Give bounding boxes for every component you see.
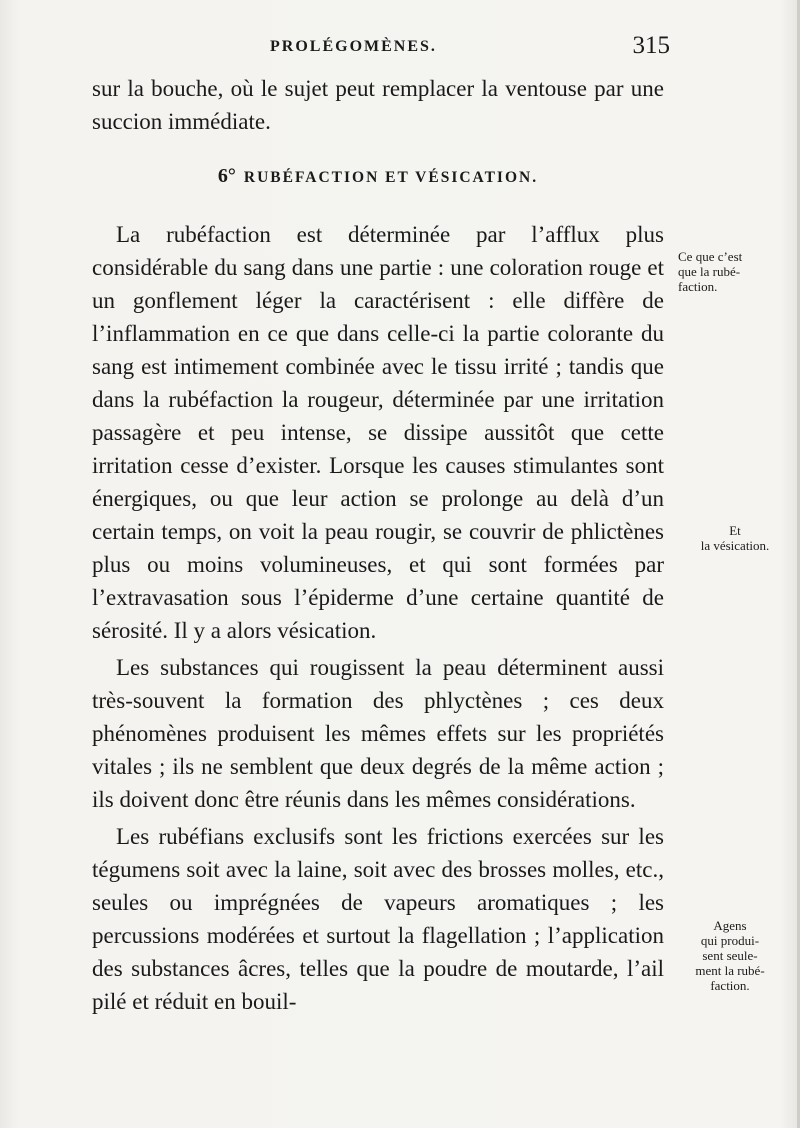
text-column	[92, 72, 664, 1018]
margin-note-line: faction.	[678, 279, 718, 294]
section-title: RUBÉFACTION ET VÉSICATION.	[243, 169, 539, 186]
paragraph-rubefaction: La rubéfaction est déterminée par l’afflux plus considérable du sang dans une partie : une coloration rouge et un gonflement léger la caractérisent : elle diffère de l’inflammation en ce que dans celle-ci la partie colorante du sang est intimement combinée avec le tissu irrité ; tandis que dans la rubéfaction la rougeur, déterminée par une irritation passagère et peu intense, se dissipe aussitôt que cette irritation cesse d’exister. Lorsque les causes stimulantes sont énergiques, ou que leur action se prolonge au delà d’un certain temps, on voit la peau rougir, se couvrir de phlictènes plus ou moins volumineuses, et qui sont formées par l’extravasation sous l’épiderme d’une certaine quantité de sérosité. Il y a alors vésication.	[92, 222, 664, 643]
margin-note-line: faction.	[710, 978, 750, 993]
margin-note-line: Ce que c’est	[678, 249, 743, 264]
margin-note-agens	[674, 918, 786, 993]
section-number: 6°	[217, 165, 236, 187]
running-head	[92, 32, 670, 64]
running-title: PROLÉGOMÈNES.	[270, 38, 437, 55]
paragraph-rubefians: Les rubéfians exclusifs sont les frictions exercées sur les tégumens soit avec la laine, soit avec des brosses molles, etc., seules ou imprégnées de vapeurs aromatiques ; les percussions modérées et surtout la flagellation ; l’application des substances âcres, telles que la poudre de moutarde, l’ail pilé et réduit en bouil-	[92, 824, 664, 1014]
margin-note-line: Agens	[713, 918, 747, 933]
margin-note-line: qui produi-	[700, 933, 760, 948]
margin-note-line: la vésication.	[700, 538, 770, 553]
margin-note-line: ment la rubé-	[695, 963, 765, 978]
margin-note-rubefaction	[678, 249, 786, 294]
paragraph-phlyctenes: Les substances qui rougissent la peau déterminent aussi très-souvent la formation des phlyctènes ; ces deux phénomènes produisent les mêmes effets sur les propriétés vitales ; ils ne semblent que deux degrés de la même action ; ils doivent donc être réunis dans les mêmes considérations.	[92, 655, 664, 812]
margin-note-vesication	[672, 523, 798, 553]
margin-note-line: Et	[729, 523, 741, 538]
paragraph-continuation: sur la bouche, où le sujet peut remplacer la ventouse par une succion immédiate.	[92, 76, 664, 134]
section-heading	[92, 166, 664, 188]
page-number: 315	[632, 32, 670, 59]
margin-note-line: que la rubé-	[678, 264, 741, 279]
margin-note-line: sent seule-	[702, 948, 758, 963]
